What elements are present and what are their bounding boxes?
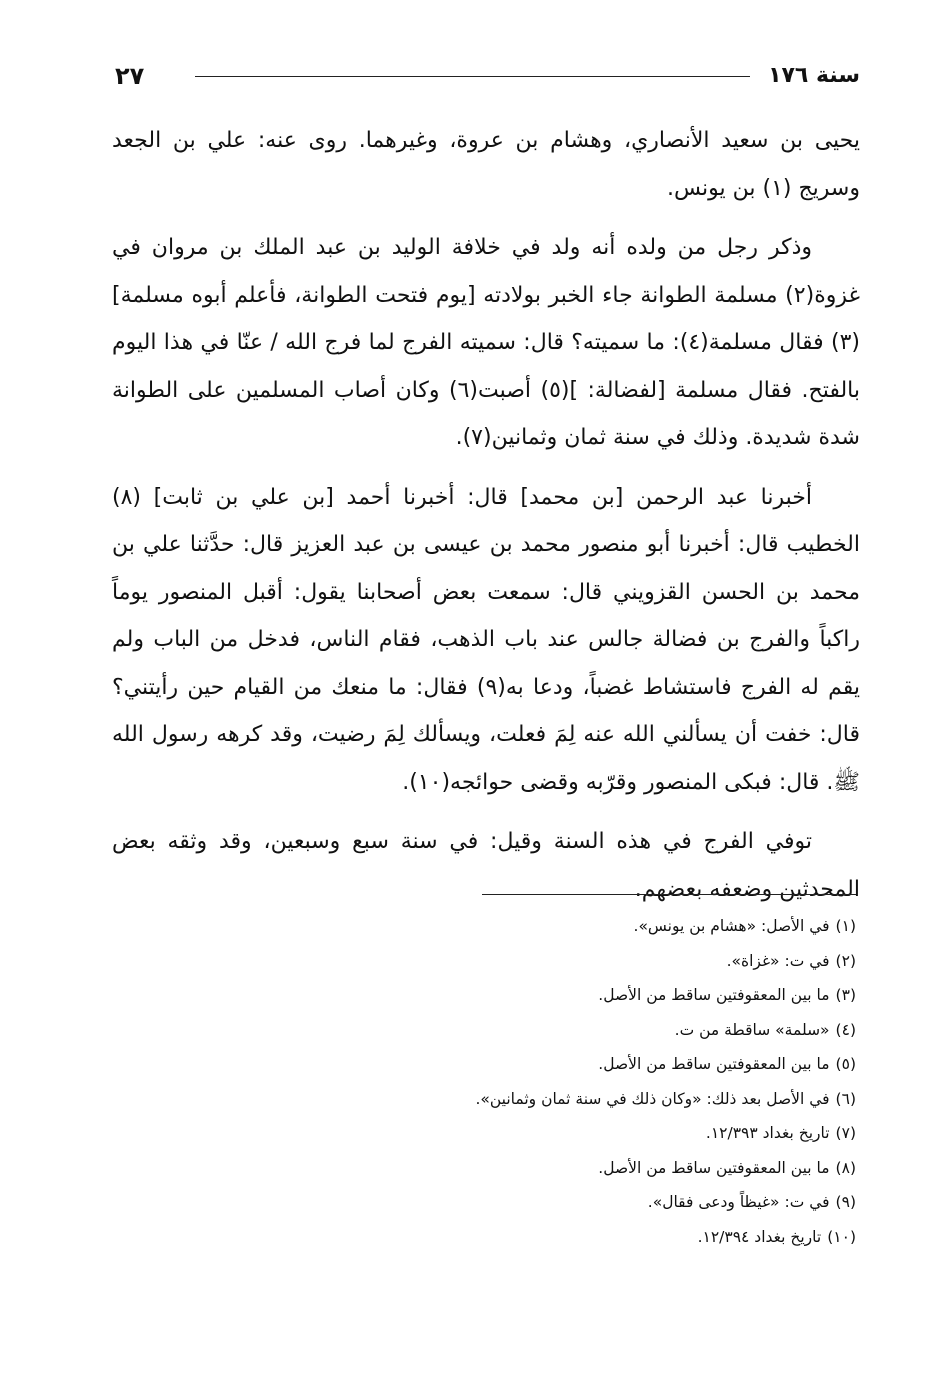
footnote-number: (٧) — [835, 1124, 856, 1142]
footnote-3 — [256, 978, 856, 1013]
main-text — [112, 117, 860, 925]
footnote-5 — [256, 1047, 856, 1082]
paragraph-4: توفي الفرج في هذه السنة وقيل: في سنة سبع وسبعين، وقد وثقه بعض المحدثين وضعفه بعضهم. — [112, 829, 860, 902]
footnote-number: (١٠) — [827, 1227, 856, 1246]
footnote-text: في ت: «غزاة». — [726, 951, 830, 970]
footnote-rule — [482, 894, 856, 895]
footnote-text: في الأصل: «هشام بن يونس». — [633, 917, 830, 935]
footnote-8 — [256, 1151, 856, 1186]
footnote-number: (١) — [835, 917, 856, 935]
footnote-2 — [256, 944, 856, 979]
footnotes — [256, 909, 856, 1254]
footnote-10 — [256, 1220, 856, 1255]
footnote-number: (٢) — [835, 951, 856, 970]
paragraph-2: وذكر رجل من ولده أنه ولد في خلافة الوليد بن عبد الملك بن مروان في غزوة(٢) مسلمة الطوانة جاء الخبر بولادته [يوم فتحت الطوانة، فأعلم أبوه مسلمة](٣) فقال مسلمة(٤): ما سميته؟ قال: سميته الفرج لما فرج الله / عنّا في هذا اليوم بالفتح. فقال مسلمة [لفضالة: ](٥) أصبت(٦) وكان أصاب المسلمين على الطوانة شدة شديدة. وذلك في سنة ثمان وثمانين(٧). — [112, 235, 861, 450]
footnote-number: (٦) — [835, 1089, 856, 1108]
footnote-number: (٤) — [835, 1020, 856, 1039]
footnote-text: تاريخ بغداد ١٢/٣٩٤. — [697, 1227, 822, 1246]
footnote-7 — [256, 1116, 856, 1151]
footnote-1 — [256, 909, 856, 944]
footnote-text: في الأصل بعد ذلك: «وكان ذلك في سنة ثمان وثمانين». — [475, 1089, 830, 1108]
footnote-number: (٥) — [835, 1055, 856, 1073]
footnote-text: ما بين المعقوفتين ساقط من الأصل. — [598, 1158, 830, 1177]
page-number: ٢٧ — [115, 62, 145, 90]
footnote-text: ما بين المعقوفتين ساقط من الأصل. — [598, 986, 830, 1004]
footnote-number: (٨) — [835, 1158, 856, 1177]
footnote-6 — [256, 1082, 856, 1117]
header-rule — [195, 76, 750, 77]
footnote-text: في ت: «غيظاً ودعى فقال». — [647, 1193, 830, 1211]
footnote-number: (٣) — [835, 986, 856, 1004]
footnote-4 — [256, 1013, 856, 1048]
footnote-text: «سلمة» ساقطة من ت. — [674, 1020, 830, 1039]
footnote-text: ما بين المعقوفتين ساقط من الأصل. — [598, 1055, 830, 1073]
footnote-9 — [256, 1185, 856, 1220]
footnote-text: تاريخ بغداد ١٢/٣٩٣. — [705, 1124, 830, 1142]
footnote-number: (٩) — [835, 1193, 856, 1211]
paragraph-3: أخبرنا عبد الرحمن [بن محمد] قال: أخبرنا أحمد [بن علي بن ثابت] (٨) الخطيب قال: أخبرنا أبو منصور محمد بن عيسى بن عبد العزيز قال: حدَّثنا علي بن محمد بن الحسن القزويني قال: سمعت بعض أصحابنا يقول: أقبل المنصور يوماً راكباً والفرج بن فضالة جالس عند باب الذهب، فقام الناس، فدخل من الباب ولم يقم له الفرج فاستشاط غضباً، ودعا به(٩) فقال: ما منعك من القيام حين رأيتني؟ قال: خفت أن يسألني الله عنه لِمَ فعلت، ويسألك لِمَ رضيت، وقد كرهه رسول الله ﷺ. قال: فبكى المنصور وقرّبه وقضى حوائجه(١٠). — [112, 484, 860, 795]
running-title: سنة ١٧٦ — [768, 63, 860, 88]
running-header — [115, 60, 860, 96]
paragraph-1: يحيى بن سعيد الأنصاري، وهشام بن عروة، وغيرهما. روى عنه: علي بن الجعد وسريج (١) بن يونس. — [112, 128, 860, 201]
